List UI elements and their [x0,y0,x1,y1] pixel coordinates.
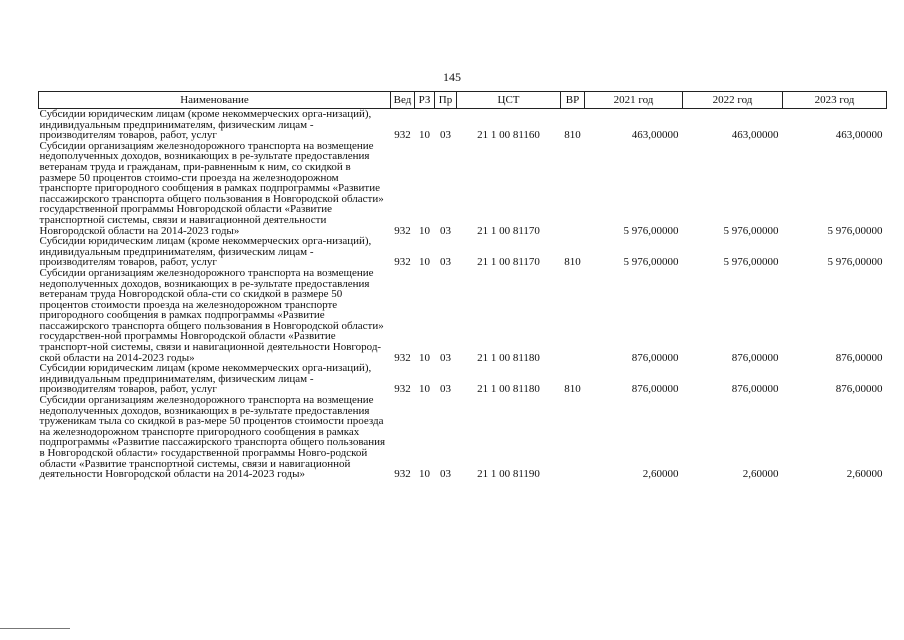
row-cst: 21 1 00 81190 [477,468,540,481]
row-pr: 03 [440,351,451,364]
row-2021: 5 976,00000 [623,224,679,237]
row-name: Субсидии организациям железнодорожного транспорта на возмещение недополученных доходов, возникающих в ре-зультате предоставления труженикам тыла со скидкой в раз-мере 50 процентов стоимости проезда на железнодорожном транспорте пригородного сообщения в рамках подпрограммы «Развитие пассажирского транспорта общего пользования в Новгородской области» государственной программы Новго-родской области «Развитие транспортной системы, связи и навигационной деятельности Новгородской области на 2014-2023 годы» [39,394,386,481]
table-row [39,363,887,395]
row-2021: 5 976,00000 [623,256,679,269]
row-cst: 21 1 00 81170 [477,224,540,237]
row-2023: 2,60000 [846,468,883,481]
row-cst: 21 1 00 81160 [477,129,540,142]
row-ved: 932 [394,468,411,481]
table-header [39,92,887,109]
row-pr: 03 [440,224,451,237]
row-2021: 463,00000 [631,129,679,142]
page-number: 145 [443,70,461,84]
row-pr: 03 [440,129,451,142]
footer-rule [0,628,70,629]
row-cst: 21 1 00 81180 [477,383,540,396]
row-vr: 810 [564,256,581,269]
row-2021: 876,00000 [631,383,679,396]
row-ved: 932 [394,383,411,396]
row-2023: 5 976,00000 [827,224,883,237]
row-name: Субсидии юридическим лицам (кроме некоммерческих орга-низаций), индивидуальным предпринимателям, физическим лицам - производителям товаров, работ, услуг [39,108,372,142]
row-2022: 2,60000 [742,468,779,481]
row-name: Субсидии организациям железнодорожного транспорта на возмещение недополученных доходов, возникающих в ре-зультате предоставления ветеранам труда Новгородской обла-сти со скидкой в размере 50 процентов стоимости проезда на железнодорожном транспорте пригородного сообщения в рамках подпрограммы «Развитие пассажирского транспорта общего пользования в Новгородской области» государствен-ной программы Новгородской области «Развитие транспорт-ной системы, связи и навигационной деятельности Новгород-ской области на 2014-2023 годы» [39,266,384,364]
row-rz: 10 [419,383,430,396]
row-2022: 876,00000 [731,383,779,396]
row-vr: 810 [564,383,581,396]
row-ved: 932 [394,129,411,142]
header-vr: ВР [561,92,585,109]
row-ved: 932 [394,351,411,364]
table-row [39,236,887,268]
row-2021: 2,60000 [642,468,679,481]
header-pr: Пр [435,92,457,109]
row-2022: 5 976,00000 [723,256,779,269]
row-vr: 810 [564,129,581,142]
header-rz: РЗ [415,92,435,109]
header-2021: 2021 год [585,92,683,109]
row-ved: 932 [394,256,411,269]
row-cst: 21 1 00 81170 [477,256,540,269]
row-vr [561,395,585,480]
table-row [39,109,887,141]
row-vr [561,268,585,363]
row-rz: 10 [419,256,430,269]
row-rz: 10 [419,129,430,142]
table-row [39,141,887,236]
row-2022: 876,00000 [731,351,779,364]
header-cst: ЦСТ [457,92,561,109]
budget-table [38,91,887,480]
row-2021: 876,00000 [631,351,679,364]
row-2023: 876,00000 [835,351,883,364]
row-2022: 463,00000 [731,129,779,142]
row-pr: 03 [440,383,451,396]
row-ved: 932 [394,224,411,237]
row-rz: 10 [419,224,430,237]
row-2023: 463,00000 [835,129,883,142]
row-2022: 5 976,00000 [723,224,779,237]
table-row [39,395,887,480]
row-pr: 03 [440,256,451,269]
row-vr [561,141,585,236]
row-rz: 10 [419,468,430,481]
row-name: Субсидии юридическим лицам (кроме некоммерческих орга-низаций), индивидуальным предпринимателям, физическим лицам - производителям товаров, работ, услуг [39,235,372,269]
header-2023: 2023 год [783,92,887,109]
row-name: Субсидии юридическим лицам (кроме некоммерческих орга-низаций), индивидуальным предпринимателям, физическим лицам - производителям товаров, работ, услуг [39,362,372,396]
table-row [39,268,887,363]
row-rz: 10 [419,351,430,364]
row-2023: 876,00000 [835,383,883,396]
row-2023: 5 976,00000 [827,256,883,269]
row-cst: 21 1 00 81180 [477,351,540,364]
row-pr: 03 [440,468,451,481]
header-name: Наименование [39,92,391,109]
header-2022: 2022 год [683,92,783,109]
table-body [39,109,887,480]
row-name: Субсидии организациям железнодорожного транспорта на возмещение недополученных доходов, возникающих в ре-зультате предоставления ветеранам труда и гражданам, при-равненным к ним, со скидкой в размере 50 процентов стоимо-сти проезда на железнодорожном транспорте пригородного сообщения в рамках подпрограммы «Развитие пассажирского транспорта общего пользования в Новгородской области» государственной программы Новгородской области «Развитие транспортной системы, связи и навигационной деятельности Новгородской области на 2014-2023 годы» [39,139,384,237]
header-ved: Вед [391,92,415,109]
